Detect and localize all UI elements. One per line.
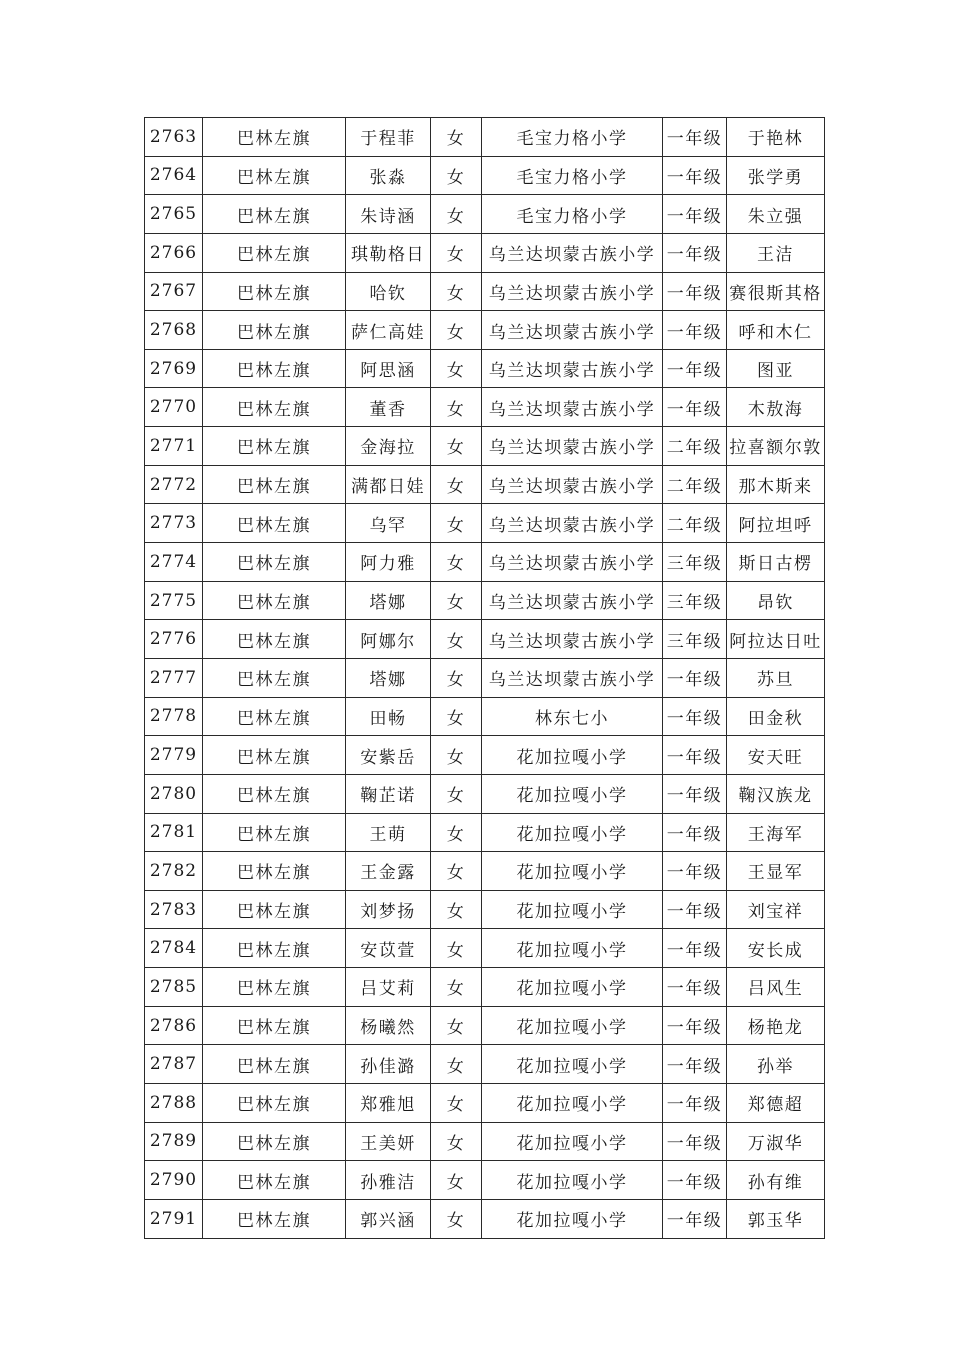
cell-student-name: 安紫岳 — [346, 736, 431, 775]
table-row — [145, 118, 825, 157]
cell-parent-name: 于艳林 — [727, 118, 825, 157]
cell-county: 巴林左旗 — [203, 852, 346, 891]
cell-school: 林东七小 — [482, 697, 663, 736]
cell-serial-number: 2787 — [145, 1045, 203, 1084]
cell-county: 巴林左旗 — [203, 929, 346, 968]
cell-parent-name: 昂钦 — [727, 581, 825, 620]
cell-gender: 女 — [431, 272, 482, 311]
cell-school: 毛宝力格小学 — [482, 156, 663, 195]
cell-gender: 女 — [431, 1084, 482, 1123]
cell-student-name: 田畅 — [346, 697, 431, 736]
cell-serial-number: 2788 — [145, 1084, 203, 1123]
cell-county: 巴林左旗 — [203, 311, 346, 350]
cell-grade: 一年级 — [663, 1161, 727, 1200]
table-row — [145, 697, 825, 736]
cell-student-name: 鞠芷诺 — [346, 774, 431, 813]
cell-parent-name: 赛很斯其格 — [727, 272, 825, 311]
cell-serial-number: 2768 — [145, 311, 203, 350]
cell-school: 花加拉嘎小学 — [482, 929, 663, 968]
cell-gender: 女 — [431, 349, 482, 388]
cell-parent-name: 王海军 — [727, 813, 825, 852]
cell-gender: 女 — [431, 1045, 482, 1084]
cell-grade: 三年级 — [663, 581, 727, 620]
table-row — [145, 195, 825, 234]
table-row — [145, 852, 825, 891]
cell-county: 巴林左旗 — [203, 349, 346, 388]
cell-county: 巴林左旗 — [203, 581, 346, 620]
cell-student-name: 乌罕 — [346, 504, 431, 543]
cell-county: 巴林左旗 — [203, 1006, 346, 1045]
cell-county: 巴林左旗 — [203, 697, 346, 736]
cell-student-name: 满都日娃 — [346, 465, 431, 504]
cell-county: 巴林左旗 — [203, 272, 346, 311]
cell-county: 巴林左旗 — [203, 233, 346, 272]
cell-student-name: 郭兴涵 — [346, 1199, 431, 1238]
cell-parent-name: 朱立强 — [727, 195, 825, 234]
cell-grade: 一年级 — [663, 311, 727, 350]
cell-grade: 一年级 — [663, 349, 727, 388]
cell-serial-number: 2778 — [145, 697, 203, 736]
cell-parent-name: 郑德超 — [727, 1084, 825, 1123]
cell-parent-name: 王显军 — [727, 852, 825, 891]
cell-parent-name: 张学勇 — [727, 156, 825, 195]
cell-parent-name: 呼和木仁 — [727, 311, 825, 350]
cell-grade: 一年级 — [663, 658, 727, 697]
cell-serial-number: 2791 — [145, 1199, 203, 1238]
cell-school: 毛宝力格小学 — [482, 118, 663, 157]
cell-serial-number: 2789 — [145, 1122, 203, 1161]
cell-student-name: 孙雅洁 — [346, 1161, 431, 1200]
table-row — [145, 427, 825, 466]
cell-student-name: 阿力雅 — [346, 543, 431, 582]
cell-serial-number: 2790 — [145, 1161, 203, 1200]
cell-serial-number: 2777 — [145, 658, 203, 697]
table-row — [145, 1084, 825, 1123]
cell-gender: 女 — [431, 968, 482, 1007]
table-row — [145, 272, 825, 311]
table-row — [145, 311, 825, 350]
table-row — [145, 465, 825, 504]
table-row — [145, 1045, 825, 1084]
table-row — [145, 890, 825, 929]
table-row — [145, 813, 825, 852]
cell-grade: 一年级 — [663, 1122, 727, 1161]
table-row — [145, 543, 825, 582]
cell-parent-name: 王洁 — [727, 233, 825, 272]
cell-school: 花加拉嘎小学 — [482, 890, 663, 929]
cell-student-name: 董香 — [346, 388, 431, 427]
cell-school: 花加拉嘎小学 — [482, 813, 663, 852]
cell-county: 巴林左旗 — [203, 504, 346, 543]
cell-gender: 女 — [431, 543, 482, 582]
cell-grade: 二年级 — [663, 504, 727, 543]
table-row — [145, 388, 825, 427]
cell-student-name: 哈钦 — [346, 272, 431, 311]
cell-grade: 一年级 — [663, 1006, 727, 1045]
cell-student-name: 王萌 — [346, 813, 431, 852]
cell-county: 巴林左旗 — [203, 543, 346, 582]
cell-county: 巴林左旗 — [203, 620, 346, 659]
cell-county: 巴林左旗 — [203, 1045, 346, 1084]
cell-gender: 女 — [431, 813, 482, 852]
cell-grade: 一年级 — [663, 1199, 727, 1238]
cell-serial-number: 2765 — [145, 195, 203, 234]
cell-serial-number: 2781 — [145, 813, 203, 852]
cell-school: 乌兰达坝蒙古族小学 — [482, 465, 663, 504]
cell-county: 巴林左旗 — [203, 195, 346, 234]
cell-student-name: 朱诗涵 — [346, 195, 431, 234]
cell-grade: 一年级 — [663, 1084, 727, 1123]
cell-gender: 女 — [431, 311, 482, 350]
cell-student-name: 郑雅旭 — [346, 1084, 431, 1123]
cell-gender: 女 — [431, 1006, 482, 1045]
cell-student-name: 塔娜 — [346, 658, 431, 697]
cell-serial-number: 2771 — [145, 427, 203, 466]
cell-county: 巴林左旗 — [203, 427, 346, 466]
cell-serial-number: 2766 — [145, 233, 203, 272]
cell-parent-name: 吕风生 — [727, 968, 825, 1007]
cell-parent-name: 拉喜额尔敦 — [727, 427, 825, 466]
table-row — [145, 349, 825, 388]
table-row — [145, 156, 825, 195]
cell-serial-number: 2773 — [145, 504, 203, 543]
cell-serial-number: 2770 — [145, 388, 203, 427]
cell-gender: 女 — [431, 118, 482, 157]
cell-county: 巴林左旗 — [203, 736, 346, 775]
cell-student-name: 金海拉 — [346, 427, 431, 466]
cell-serial-number: 2763 — [145, 118, 203, 157]
cell-school: 花加拉嘎小学 — [482, 1122, 663, 1161]
cell-student-name: 阿娜尔 — [346, 620, 431, 659]
cell-grade: 三年级 — [663, 543, 727, 582]
cell-gender: 女 — [431, 929, 482, 968]
table-row — [145, 1006, 825, 1045]
cell-parent-name: 苏旦 — [727, 658, 825, 697]
cell-school: 花加拉嘎小学 — [482, 736, 663, 775]
cell-parent-name: 阿拉坦呼 — [727, 504, 825, 543]
cell-grade: 一年级 — [663, 736, 727, 775]
cell-serial-number: 2774 — [145, 543, 203, 582]
table-row — [145, 1122, 825, 1161]
cell-school: 乌兰达坝蒙古族小学 — [482, 543, 663, 582]
cell-serial-number: 2785 — [145, 968, 203, 1007]
cell-county: 巴林左旗 — [203, 774, 346, 813]
cell-county: 巴林左旗 — [203, 1161, 346, 1200]
cell-student-name: 阿思涵 — [346, 349, 431, 388]
cell-student-name: 刘梦扬 — [346, 890, 431, 929]
cell-parent-name: 孙有维 — [727, 1161, 825, 1200]
cell-grade: 一年级 — [663, 697, 727, 736]
table-row — [145, 968, 825, 1007]
cell-school: 花加拉嘎小学 — [482, 852, 663, 891]
cell-serial-number: 2780 — [145, 774, 203, 813]
cell-school: 乌兰达坝蒙古族小学 — [482, 272, 663, 311]
cell-school: 花加拉嘎小学 — [482, 1045, 663, 1084]
cell-school: 花加拉嘎小学 — [482, 1006, 663, 1045]
cell-gender: 女 — [431, 890, 482, 929]
cell-county: 巴林左旗 — [203, 890, 346, 929]
cell-grade: 一年级 — [663, 156, 727, 195]
table-row — [145, 620, 825, 659]
cell-student-name: 吕艾莉 — [346, 968, 431, 1007]
cell-school: 乌兰达坝蒙古族小学 — [482, 581, 663, 620]
cell-parent-name: 杨艳龙 — [727, 1006, 825, 1045]
cell-grade: 二年级 — [663, 427, 727, 466]
cell-serial-number: 2783 — [145, 890, 203, 929]
cell-grade: 一年级 — [663, 929, 727, 968]
cell-school: 乌兰达坝蒙古族小学 — [482, 427, 663, 466]
cell-school: 花加拉嘎小学 — [482, 1199, 663, 1238]
cell-county: 巴林左旗 — [203, 968, 346, 1007]
cell-serial-number: 2775 — [145, 581, 203, 620]
cell-parent-name: 郭玉华 — [727, 1199, 825, 1238]
cell-grade: 一年级 — [663, 852, 727, 891]
cell-serial-number: 2764 — [145, 156, 203, 195]
table-row — [145, 1199, 825, 1238]
cell-serial-number: 2786 — [145, 1006, 203, 1045]
table-row — [145, 1161, 825, 1200]
cell-serial-number: 2776 — [145, 620, 203, 659]
cell-student-name: 安苡萱 — [346, 929, 431, 968]
cell-student-name: 王美妍 — [346, 1122, 431, 1161]
cell-parent-name: 田金秋 — [727, 697, 825, 736]
cell-grade: 一年级 — [663, 890, 727, 929]
cell-grade: 一年级 — [663, 195, 727, 234]
cell-student-name: 张淼 — [346, 156, 431, 195]
cell-gender: 女 — [431, 1122, 482, 1161]
table-row — [145, 504, 825, 543]
cell-gender: 女 — [431, 658, 482, 697]
cell-county: 巴林左旗 — [203, 388, 346, 427]
cell-student-name: 于程菲 — [346, 118, 431, 157]
cell-parent-name: 安天旺 — [727, 736, 825, 775]
cell-student-name: 王金露 — [346, 852, 431, 891]
cell-parent-name: 木敖海 — [727, 388, 825, 427]
cell-gender: 女 — [431, 504, 482, 543]
cell-serial-number: 2779 — [145, 736, 203, 775]
cell-student-name: 塔娜 — [346, 581, 431, 620]
cell-gender: 女 — [431, 697, 482, 736]
cell-parent-name: 刘宝祥 — [727, 890, 825, 929]
cell-parent-name: 斯日古楞 — [727, 543, 825, 582]
cell-grade: 一年级 — [663, 388, 727, 427]
cell-grade: 一年级 — [663, 233, 727, 272]
cell-gender: 女 — [431, 581, 482, 620]
cell-parent-name: 万淑华 — [727, 1122, 825, 1161]
cell-school: 花加拉嘎小学 — [482, 774, 663, 813]
cell-student-name: 琪勒格日 — [346, 233, 431, 272]
cell-county: 巴林左旗 — [203, 156, 346, 195]
table-row — [145, 929, 825, 968]
cell-gender: 女 — [431, 852, 482, 891]
table-row — [145, 736, 825, 775]
cell-gender: 女 — [431, 427, 482, 466]
cell-county: 巴林左旗 — [203, 813, 346, 852]
cell-grade: 一年级 — [663, 118, 727, 157]
cell-serial-number: 2769 — [145, 349, 203, 388]
cell-serial-number: 2772 — [145, 465, 203, 504]
roster-body — [145, 118, 825, 1239]
cell-school: 乌兰达坝蒙古族小学 — [482, 620, 663, 659]
cell-grade: 一年级 — [663, 1045, 727, 1084]
cell-county: 巴林左旗 — [203, 1199, 346, 1238]
cell-school: 乌兰达坝蒙古族小学 — [482, 388, 663, 427]
cell-school: 花加拉嘎小学 — [482, 1161, 663, 1200]
cell-student-name: 孙佳潞 — [346, 1045, 431, 1084]
cell-grade: 二年级 — [663, 465, 727, 504]
cell-parent-name: 那木斯来 — [727, 465, 825, 504]
cell-parent-name: 阿拉达日吐 — [727, 620, 825, 659]
table-row — [145, 658, 825, 697]
cell-student-name: 杨曦然 — [346, 1006, 431, 1045]
cell-student-name: 萨仁高娃 — [346, 311, 431, 350]
cell-serial-number: 2767 — [145, 272, 203, 311]
cell-parent-name: 安长成 — [727, 929, 825, 968]
cell-grade: 一年级 — [663, 813, 727, 852]
table-row — [145, 581, 825, 620]
table-row — [145, 233, 825, 272]
cell-school: 乌兰达坝蒙古族小学 — [482, 658, 663, 697]
cell-school: 乌兰达坝蒙古族小学 — [482, 504, 663, 543]
cell-school: 乌兰达坝蒙古族小学 — [482, 349, 663, 388]
cell-county: 巴林左旗 — [203, 658, 346, 697]
cell-serial-number: 2782 — [145, 852, 203, 891]
cell-grade: 一年级 — [663, 968, 727, 1007]
cell-county: 巴林左旗 — [203, 465, 346, 504]
cell-gender: 女 — [431, 1161, 482, 1200]
cell-gender: 女 — [431, 736, 482, 775]
cell-gender: 女 — [431, 233, 482, 272]
cell-gender: 女 — [431, 156, 482, 195]
cell-serial-number: 2784 — [145, 929, 203, 968]
table-row — [145, 774, 825, 813]
cell-gender: 女 — [431, 620, 482, 659]
cell-gender: 女 — [431, 388, 482, 427]
cell-county: 巴林左旗 — [203, 1084, 346, 1123]
cell-school: 乌兰达坝蒙古族小学 — [482, 233, 663, 272]
student-roster-table — [144, 117, 825, 1239]
cell-county: 巴林左旗 — [203, 118, 346, 157]
cell-grade: 一年级 — [663, 774, 727, 813]
cell-gender: 女 — [431, 774, 482, 813]
cell-gender: 女 — [431, 465, 482, 504]
cell-parent-name: 图亚 — [727, 349, 825, 388]
cell-grade: 一年级 — [663, 272, 727, 311]
cell-school: 花加拉嘎小学 — [482, 1084, 663, 1123]
cell-gender: 女 — [431, 1199, 482, 1238]
cell-grade: 三年级 — [663, 620, 727, 659]
cell-school: 乌兰达坝蒙古族小学 — [482, 311, 663, 350]
cell-county: 巴林左旗 — [203, 1122, 346, 1161]
cell-parent-name: 孙举 — [727, 1045, 825, 1084]
cell-gender: 女 — [431, 195, 482, 234]
cell-school: 花加拉嘎小学 — [482, 968, 663, 1007]
cell-school: 毛宝力格小学 — [482, 195, 663, 234]
cell-parent-name: 鞠汉族龙 — [727, 774, 825, 813]
